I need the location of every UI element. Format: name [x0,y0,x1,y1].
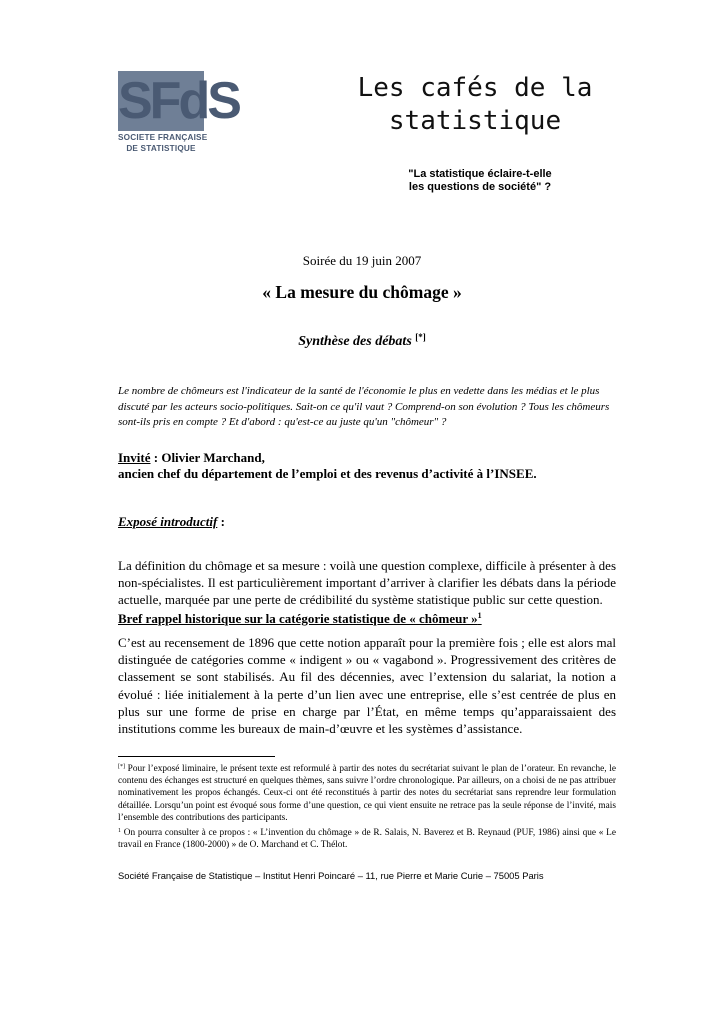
body-paragraph: La définition du chômage et sa mesure : voilà une question complexe, difficile à présenter à des non-spécialistes. Il est particulièrement important d’arriver à clarifier les débats dans la période actuelle, marquée par une perte de crédibilité du système statistique public sur cette question. [118,558,616,608]
guest-label: Invité [118,450,151,465]
body-paragraph: C’est au recensement de 1896 que cette notion apparaît pour la première fois ; elle est alors mal distinguée de catégories comme « indigent » ou « vagabond ». Progressivement des critères de classement se sont stabilisés. Au fil des décennies, avec l’extension du salariat, la notion a évolué : liée initialement à la perte d’un lien avec une entreprise, elle s’est centrée de plus en plus sur une forme de prise en charge par l’État, en même temps qu’apparaissaient des institutions comme les bureaux de main-d’œuvre et les systèmes d’assistance. [118,635,616,737]
footnote-text: On pourra consulter à ce propos : « L’invention du chômage » de R. Salais, N. Baverez et B. Reynaud (PUF, 1986) ainsi que « Le travail en France (1800-2000) » de O. Marchand et C. Thélot. [118,828,616,851]
history-heading [118,611,482,627]
logo-mark-text: SFdS [118,72,239,130]
footnote-mark: [*] [118,764,125,770]
synthesis-label: Synthèse des débats [298,334,412,349]
section-label: Exposé introductif [118,514,218,529]
section-colon: : [217,514,225,529]
footnote-divider [118,756,275,757]
footnote-mark: 1 [118,828,121,834]
event-title: « La mesure du chômage » [262,282,462,302]
history-heading-text: Bref rappel historique sur la catégorie statistique de « chômeur » [118,611,478,626]
guest-block [118,450,618,482]
footnote [118,761,616,824]
sfds-logo [118,71,239,157]
footnote-text: Pour l’exposé liminaire, le présent texte est reformulé à partir des notes du secrétariat suivant le plan de l’orateur. En revanche, le contenu des échanges est structuré en quelques thèmes, sans suivre l’ordre chronologique. Par ailleurs, on a choisi de ne pas attribuer nominativement les propos échangés. Ceux-ci ont été reconstitués à partir des notes du secrétariat sans reprendre leur formulation détaillée. Lorsqu’un point est évoqué sous forme d’une question, ce qui vient ensuite ne retrace pas la seule réponse de l’invité, mais l’ensemble des contributions des participants. [118,764,616,823]
footnote [118,825,616,851]
motto: "La statistique éclaire-t-elle les questions de société" ? [408,168,552,193]
history-footnote-ref[interactable]: 1 [477,611,482,620]
page-title: Les cafés de la statistique [357,73,593,136]
page-footer: Société Française de Statistique – Institut Henri Poincaré – 11, rue Pierre et Marie Curie – 75005 Paris [118,870,544,881]
logo-mark [118,71,239,131]
event-date: Soirée du 19 juin 2007 [302,253,422,268]
synthesis-heading [0,332,724,350]
synthesis-footnote-ref[interactable]: [*] [415,332,426,342]
guest-role: ancien chef du département de l’emploi et des revenus d’activité à l’INSEE. [118,466,537,481]
logo-text-line2: DE STATISTIQUE [126,144,196,153]
section-heading [118,514,225,530]
intro-paragraph: Le nombre de chômeurs est l'indicateur de la santé de l'économie le plus en vedette dans les médias et le plus discuté par les acteurs socio-politiques. Sait-on ce qu'il vaut ? Comprend-on son évolution ? Tous les chômeurs sont-ils pris en compte ? Et d'abord : qu'est-ce au juste qu'un "chômeur" ? [118,385,610,428]
logo-text-line1: SOCIETE FRANÇAISE [118,133,208,142]
guest-name: : Olivier Marchand, [150,450,265,465]
